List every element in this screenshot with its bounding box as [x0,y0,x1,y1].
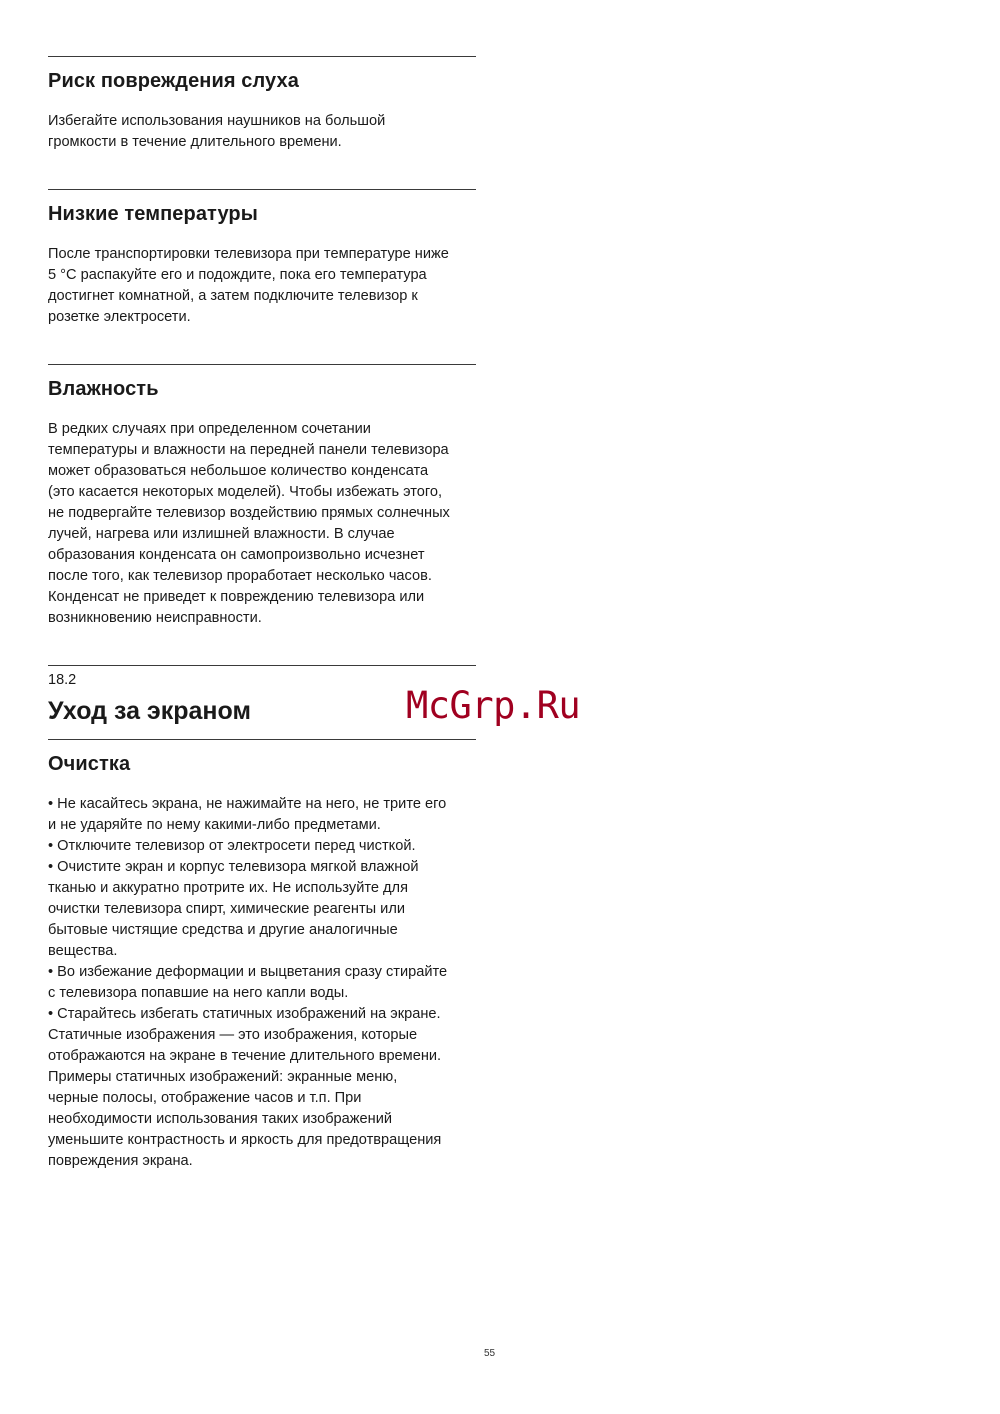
text-line: и не ударяйте по нему какими-либо предметами. [48,817,381,833]
text-line: После транспортировки телевизора при температуре ниже [48,246,449,262]
text-line: В редких случаях при определенном сочетании [48,421,371,437]
text-line: бытовые чистящие средства и другие аналогичные [48,922,398,938]
text-line: температуры и влажности на передней панели телевизора [48,442,449,458]
text-line: вещества. [48,943,118,959]
chapter-title-underline [48,739,476,740]
text-line: отображаются на экране в течение длительного времени. [48,1048,442,1064]
section-divider [48,56,476,57]
section-divider [48,189,476,190]
chapter-title: Уход за экраном [48,697,251,725]
section-body-low-temperature [48,244,488,328]
text-line: розетке электросети. [48,309,191,325]
text-line: Избегайте использования наушников на большой [48,113,386,129]
text-line: Конденсат не приведет к повреждению телевизора или [48,589,425,605]
text-line: тканью и аккуратно протрите их. Не используйте для [48,880,408,896]
text-line: 5 °C распакуйте его и подождите, пока его температура [48,267,427,283]
text-line: достигнет комнатной, а затем подключите телевизор к [48,288,418,304]
bullet-line: • Во избежание деформации и выцветания сразу стирайте [48,964,448,980]
bullet-line: • Старайтесь избегать статичных изображений на экране. [48,1006,441,1022]
watermark-logo: McGrp.Ru [406,684,581,727]
chapter-divider [48,665,476,666]
section-body-cleaning [48,794,488,1172]
text-line: с телевизора попавшие на него капли воды. [48,985,349,1001]
text-line: черные полосы, отображение часов и т.п. При [48,1090,362,1106]
text-line: громкости в течение длительного времени. [48,134,342,150]
section-divider [48,364,476,365]
text-line: не подвергайте телевизор воздействию прямых солнечных [48,505,450,521]
page-number: 55 [484,1348,496,1359]
bullet-line: • Отключите телевизор от электросети перед чисткой. [48,838,416,854]
text-line: уменьшите контрастность и яркость для предотвращения [48,1132,442,1148]
text-line: образования конденсата он самопроизвольно исчезнет [48,547,425,563]
bullet-line: • Очистите экран и корпус телевизора мягкой влажной [48,859,419,875]
text-line: Примеры статичных изображений: экранные меню, [48,1069,398,1085]
text-line: возникновению неисправности. [48,610,262,626]
section-heading-low-temperature: Низкие температуры [48,203,258,225]
text-line: необходимости использования таких изображений [48,1111,393,1127]
section-heading-hearing: Риск повреждения слуха [48,70,299,92]
text-line: Статичные изображения — это изображения, которые [48,1027,418,1043]
text-line: (это касается некоторых моделей). Чтобы избежать этого, [48,484,443,500]
text-line: лучей, нагрева или излишней влажности. В случае [48,526,395,542]
text-line: повреждения экрана. [48,1153,193,1169]
chapter-number: 18.2 [48,672,77,688]
section-body-hearing [48,111,488,153]
section-heading-humidity: Влажность [48,378,159,400]
bullet-line: • Не касайтесь экрана, не нажимайте на него, не трите его [48,796,447,812]
text-line: может образоваться небольшое количество конденсата [48,463,429,479]
section-heading-cleaning: Очистка [48,753,131,775]
text-line: после того, как телевизор проработает несколько часов. [48,568,432,584]
section-body-humidity [48,419,488,629]
text-line: очистки телевизора спирт, химические реагенты или [48,901,405,917]
